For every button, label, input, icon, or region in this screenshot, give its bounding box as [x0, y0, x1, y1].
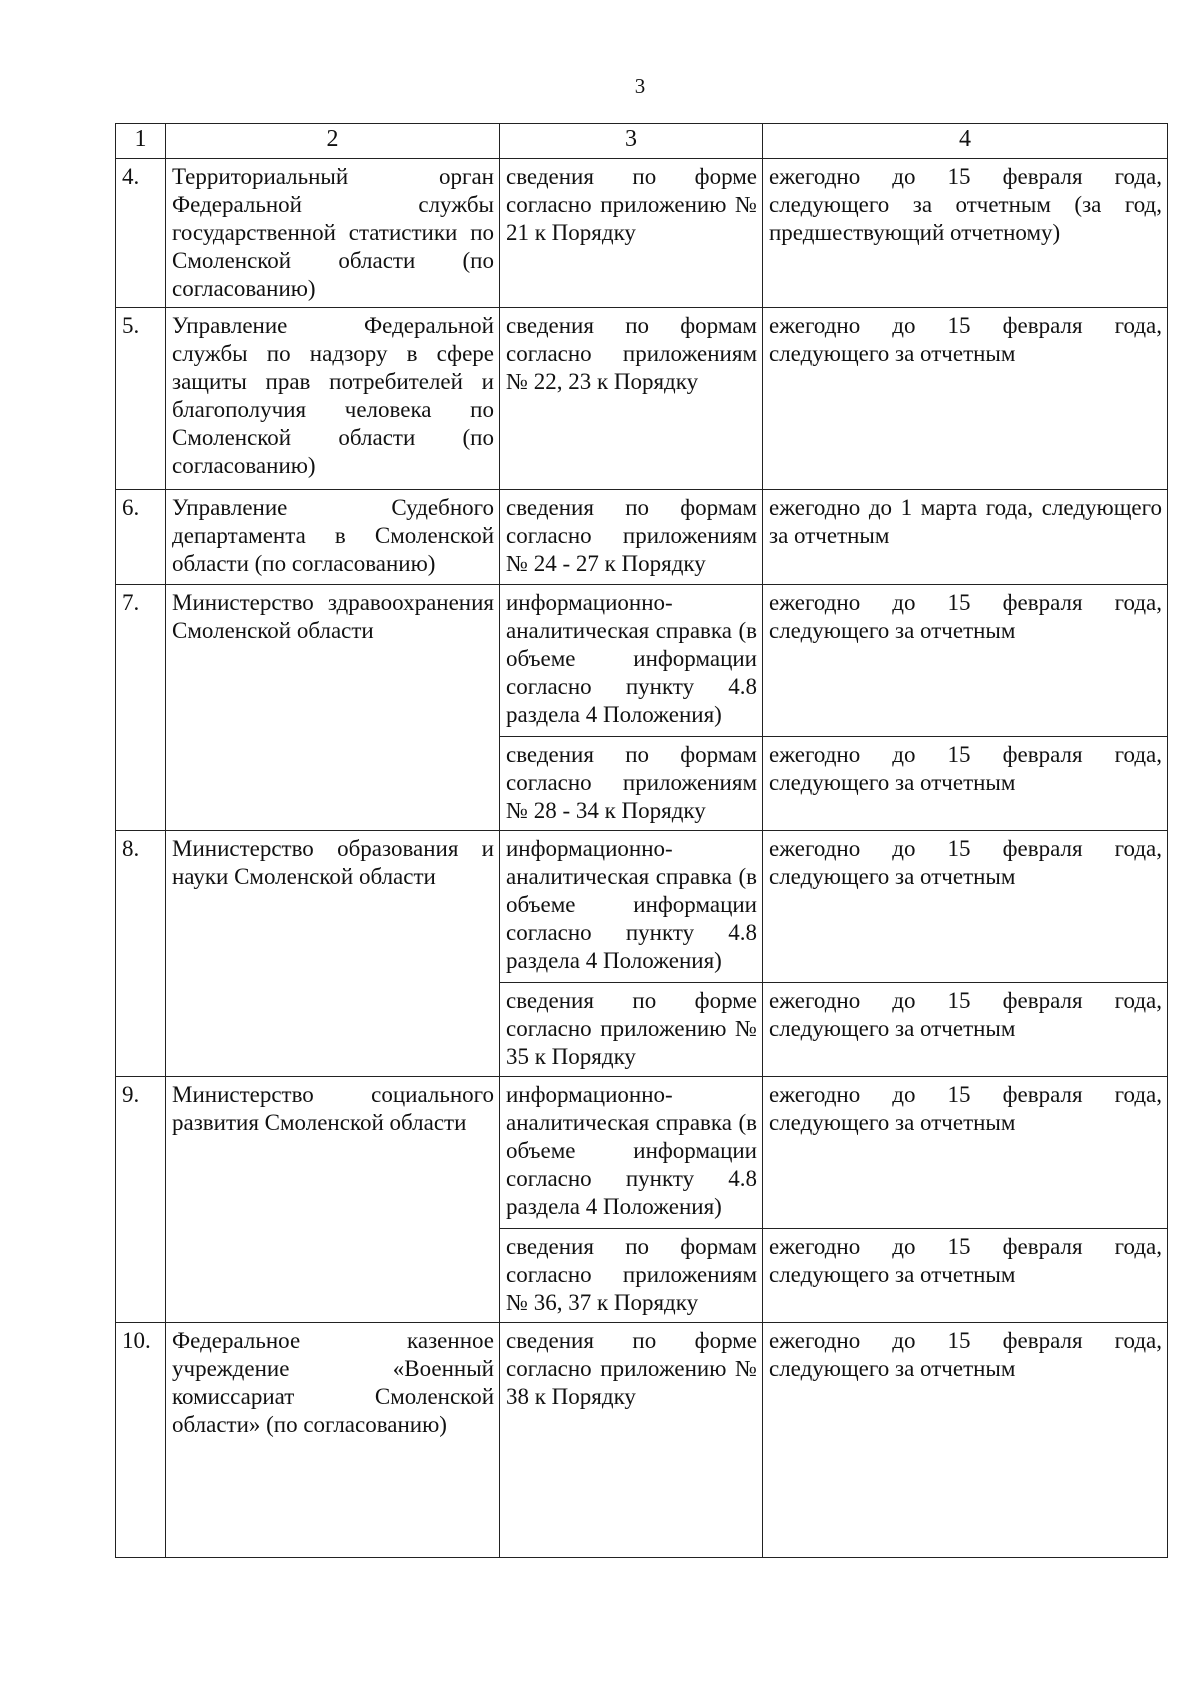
column-header-4: 4 [763, 124, 1168, 159]
submission-cell: сведения по формам согласно приложениям № 36, 37 к Порядку [500, 1229, 763, 1323]
deadline-cell: ежегодно до 15 февраля года, следующего за отчетным [763, 983, 1168, 1077]
table-row [116, 1077, 1168, 1229]
submission-cell: информационно-аналитическая справка (в объеме информации согласно пункту 4.8 раздела 4 Положения) [500, 1077, 763, 1229]
submission-cell: сведения по форме согласно приложению № 38 к Порядку [500, 1323, 763, 1558]
row-number: 5. [116, 308, 166, 490]
submission-cell: сведения по формам согласно приложениям № 22, 23 к Порядку [500, 308, 763, 490]
deadline-cell: ежегодно до 1 марта года, следующего за отчетным [763, 490, 1168, 585]
table-header-row [116, 124, 1168, 159]
submission-cell: информационно-аналитическая справка (в объеме информации согласно пункту 4.8 раздела 4 Положения) [500, 585, 763, 737]
deadline-cell: ежегодно до 15 февраля года, следующего за отчетным [763, 1077, 1168, 1229]
deadline-cell: ежегодно до 15 февраля года, следующего за отчетным [763, 1229, 1168, 1323]
deadline-cell: ежегодно до 15 февраля года, следующего за отчетным [763, 737, 1168, 831]
column-header-1: 1 [116, 124, 166, 159]
submission-cell: сведения по формам согласно приложениям № 28 - 34 к Порядку [500, 737, 763, 831]
deadline-cell: ежегодно до 15 февраля года, следующего за отчетным [763, 308, 1168, 490]
row-number: 8. [116, 831, 166, 1077]
submission-cell: информационно-аналитическая справка (в объеме информации согласно пункту 4.8 раздела 4 Положения) [500, 831, 763, 983]
deadline-cell: ежегодно до 15 февраля года, следующего за отчетным (за год, предшествующий отчетному) [763, 159, 1168, 308]
table-row [116, 159, 1168, 308]
table-row [116, 308, 1168, 490]
submission-cell: сведения по форме согласно приложению № 21 к Порядку [500, 159, 763, 308]
organization-cell: Территориальный орган Федеральной службы государственной статистики по Смоленской области (по согласованию) [166, 159, 500, 308]
column-header-2: 2 [166, 124, 500, 159]
deadline-cell: ежегодно до 15 февраля года, следующего за отчетным [763, 585, 1168, 737]
table-row [116, 1323, 1168, 1558]
organization-cell: Управление Судебного департамента в Смоленской области (по согласованию) [166, 490, 500, 585]
column-header-3: 3 [500, 124, 763, 159]
row-number: 4. [116, 159, 166, 308]
row-number: 10. [116, 1323, 166, 1558]
organization-cell: Министерство здравоохранения Смоленской области [166, 585, 500, 831]
table-row [116, 831, 1168, 983]
deadline-cell: ежегодно до 15 февраля года, следующего за отчетным [763, 831, 1168, 983]
table-row [116, 490, 1168, 585]
submission-cell: сведения по формам согласно приложениям № 24 - 27 к Порядку [500, 490, 763, 585]
row-number: 6. [116, 490, 166, 585]
organization-cell: Министерство образования и науки Смоленской области [166, 831, 500, 1077]
organization-cell: Управление Федеральной службы по надзору в сфере защиты прав потребителей и благополучия человека по Смоленской области (по согласованию) [166, 308, 500, 490]
deadline-cell: ежегодно до 15 февраля года, следующего за отчетным [763, 1323, 1168, 1558]
organization-cell: Федеральное казенное учреждение «Военный комиссариат Смоленской области» (по согласованию) [166, 1323, 500, 1558]
report-table [115, 123, 1168, 1558]
row-number: 9. [116, 1077, 166, 1323]
organization-cell: Министерство социального развития Смоленской области [166, 1077, 500, 1323]
table-row [116, 585, 1168, 737]
submission-cell: сведения по форме согласно приложению № 35 к Порядку [500, 983, 763, 1077]
page-number: 3 [634, 74, 646, 98]
row-number: 7. [116, 585, 166, 831]
